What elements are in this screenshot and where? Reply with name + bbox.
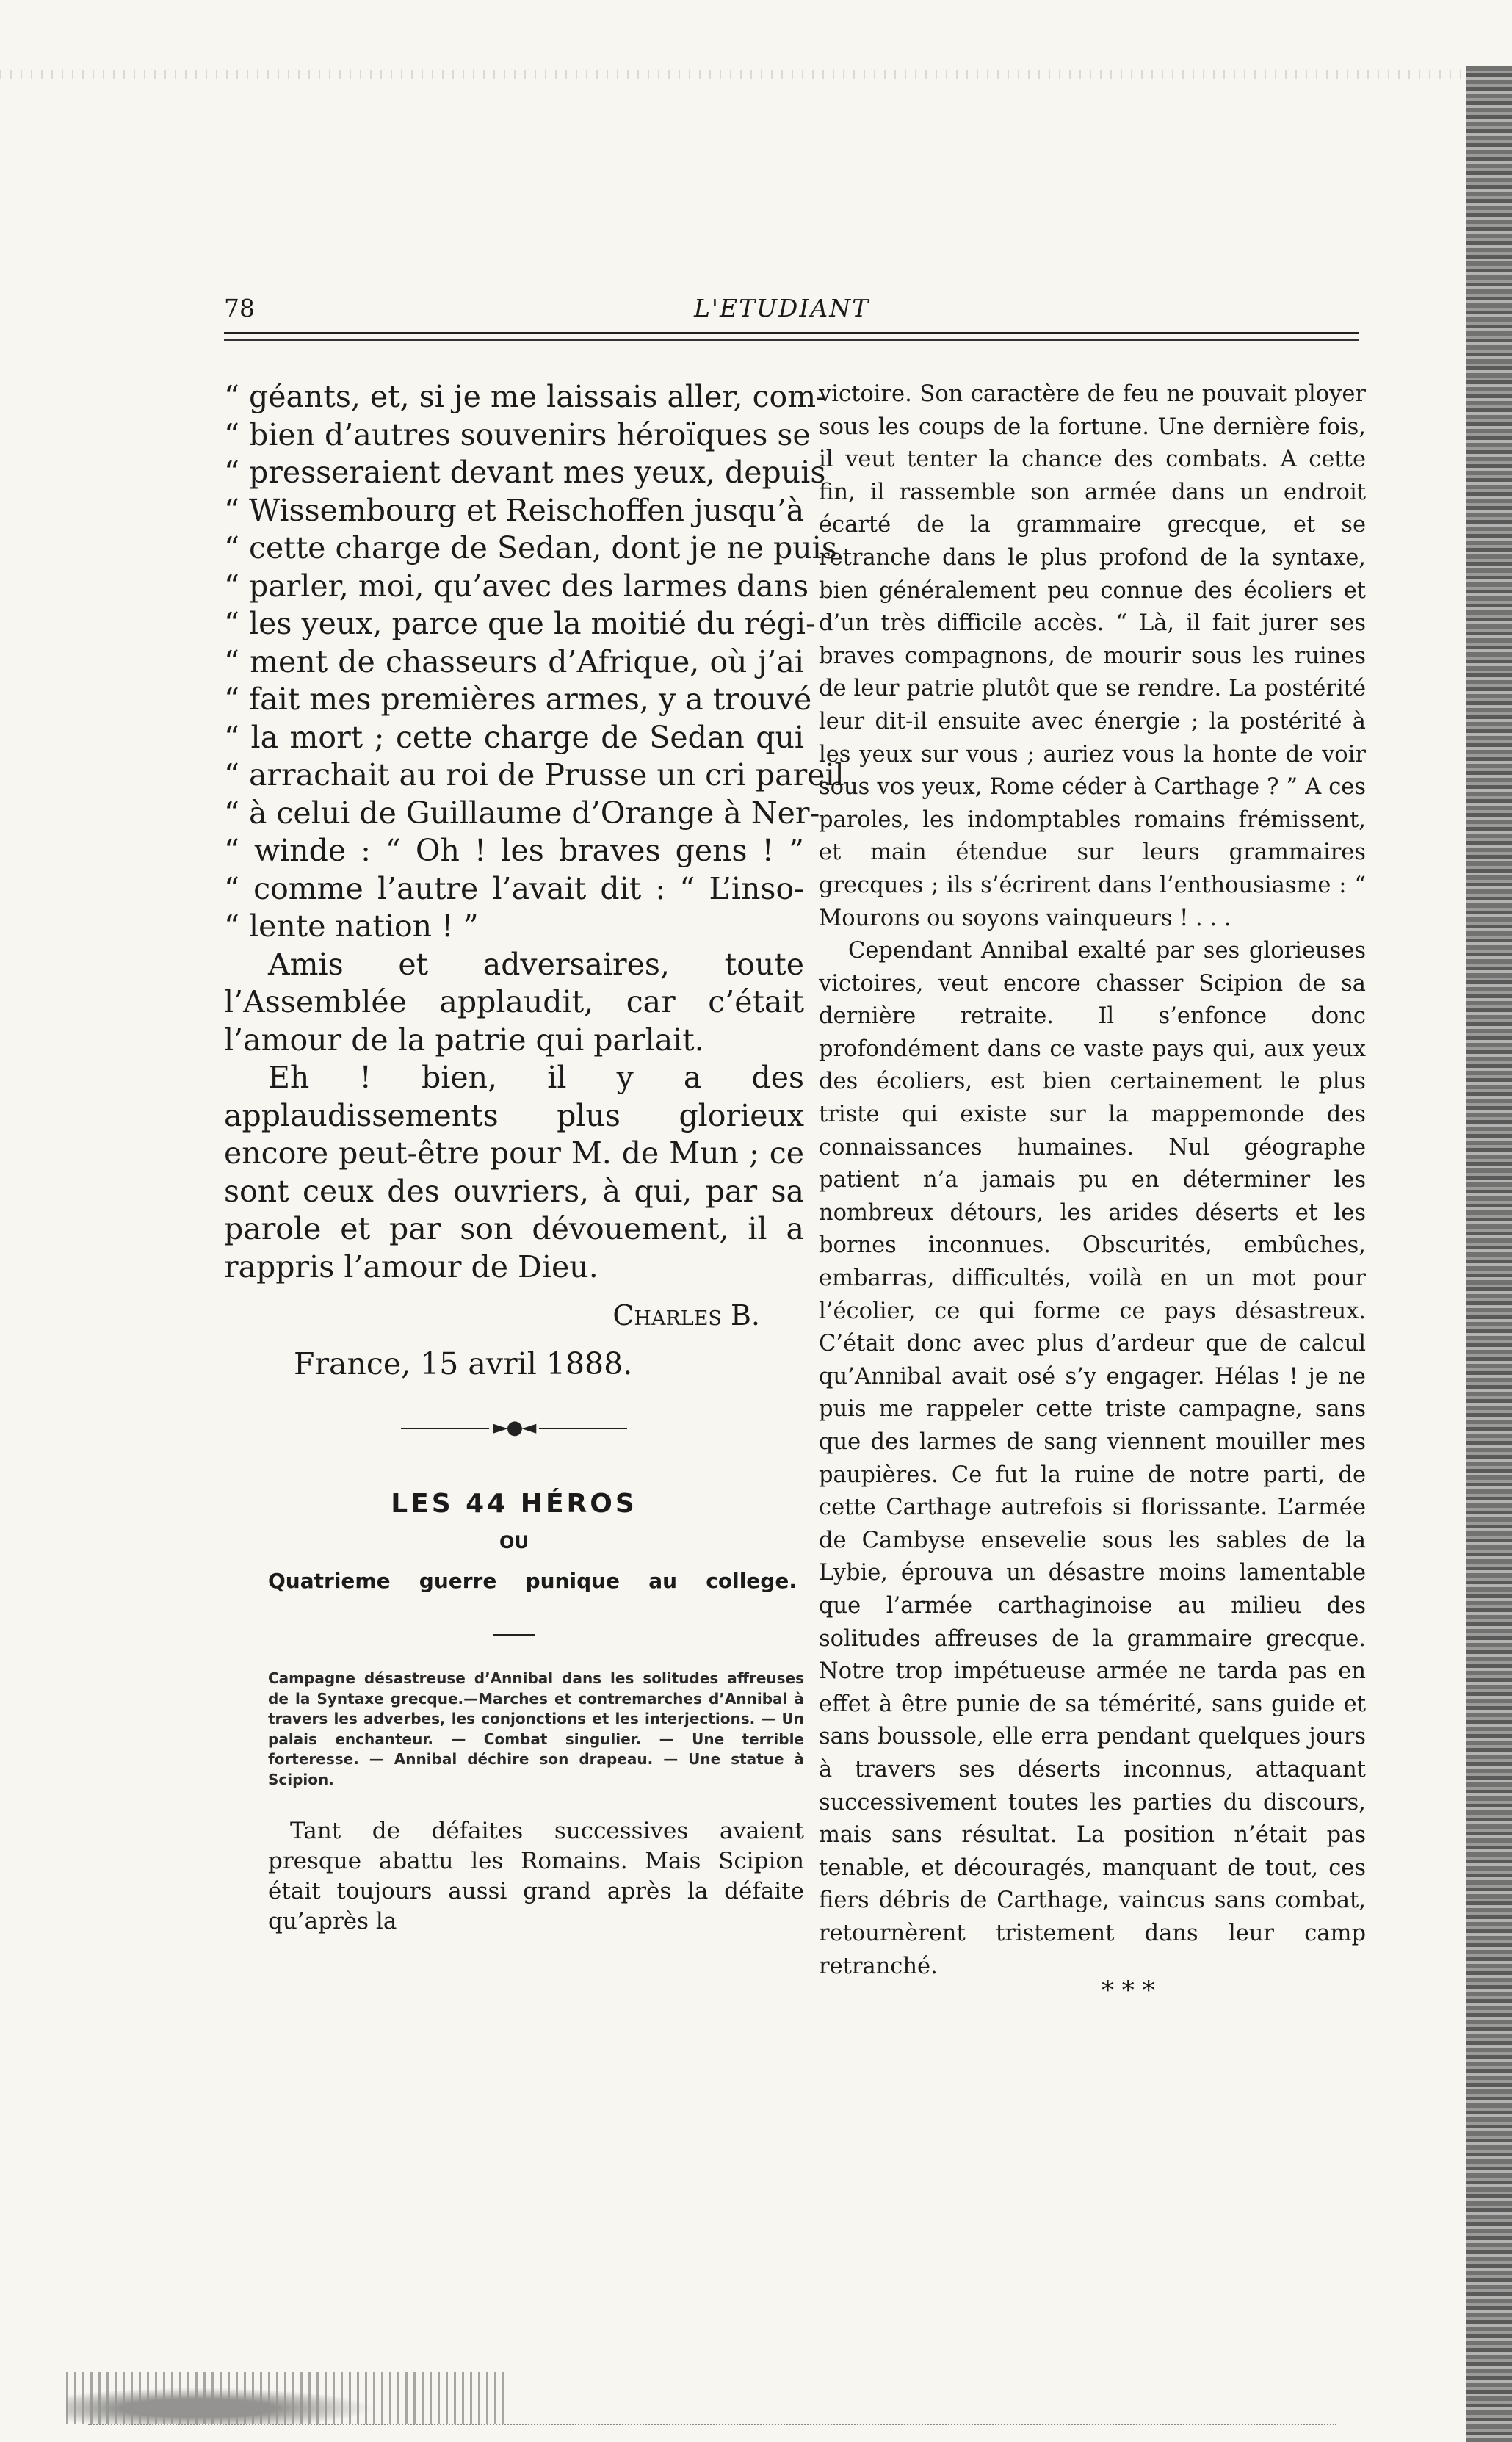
subtitle-word: guerre xyxy=(419,1569,497,1593)
paragraph: Eh ! bien, il y a des applaudissements plus glorieux encore peut-être pour M. de Mun ; ce sont ceux des ouvriers, à qui, par sa parole et par son dévouement, il a rappris l’amour de Dieu. xyxy=(224,1060,804,1285)
quote-line: “ bien d’autres souvenirs héroïques se xyxy=(224,416,811,452)
asterism: * * * xyxy=(1102,1976,1155,2005)
quote-line: “ comme l’autre l’avait dit : “ L’inso- xyxy=(224,870,804,906)
page-number: 78 xyxy=(224,294,255,322)
scan-bottom-edge xyxy=(88,2424,1336,2427)
article-title-ou: OU xyxy=(499,1532,529,1553)
speech-quote xyxy=(224,378,844,946)
left-column xyxy=(224,378,844,1937)
subtitle-word: punique xyxy=(525,1569,621,1593)
scan-corner-smudge xyxy=(66,2372,507,2424)
quote-line: “ winde : “ Oh ! les braves gens ! ” xyxy=(224,833,804,868)
quote-line: “ à celui de Guillaume d’Orange à Ner- xyxy=(224,795,820,831)
page-header xyxy=(224,294,1359,338)
quote-line: “ fait mes premières armes, y a trouvé xyxy=(224,682,812,717)
subtitle-word: au xyxy=(648,1569,678,1593)
quote-line: “ arrachait au roi de Prusse un cri pareil xyxy=(224,757,844,792)
paragraph: victoire. Son caractère de feu ne pouvait ployer sous les coups de la fortune. Une dernière fois, il veut tenter la chance des combats. A cette fin, il rassemble son armée dans un endroit écarté de la grammaire grecque, et se retranche dans le plus profond de la syntaxe, bien généralement peu connue des écoliers et d’un très difficile accès. “ Là, il fait jurer ses braves compagnons, de mourir sous les ruines de leur patrie plutôt que se rendre. La postérité leur dit-il ensuite avec énergie ; la postérité à les yeux sur vous ; auriez vous la honte de voir sous vos yeux, Rome céder à Carthage ? ” A ces paroles, les indomptables romains frémissent, et main étendue sur leurs grammaires grecques ; ils s’écrirent dans l’enthousiasme : “ Mourons ou soyons vainqueurs ! . . . xyxy=(819,381,1366,931)
article-subtitle xyxy=(224,1569,804,1593)
header-rule xyxy=(224,332,1359,334)
subtitle-word: Quatrieme xyxy=(268,1569,391,1593)
quote-line: “ presseraient devant mes yeux, depuis xyxy=(224,455,826,490)
dateline: France, 15 avril 1888. xyxy=(294,1346,633,1381)
article-summary: Campagne désastreuse d’Annibal dans les solitudes affreuses de la Syntaxe grecque.—Marches et contremarches d’Annibal à travers les adverbes, les conjonctions et les interjections. — Un palais enchanteur. — Combat singulier. — Une terrible forteresse. — Annibal déchire son drapeau. — Une statue à Scipion. xyxy=(268,1669,804,1788)
quote-line: “ lente nation ! ” xyxy=(224,908,479,944)
quote-line: “ ment de chasseurs d’Afrique, où j’ai xyxy=(224,643,804,679)
right-column xyxy=(819,378,1366,1983)
book-spine-shadow xyxy=(1466,66,1512,2442)
quote-line: “ géants, et, si je me laissais aller, com- xyxy=(224,379,826,414)
paragraph: Amis et adversaires, toute l’Assemblée applaudit, car c’était l’amour de la patrie qui parlait. xyxy=(224,946,804,1058)
quote-line: “ cette charge de Sedan, dont je ne puis xyxy=(224,530,837,566)
article-intro: Tant de défaites successives avaient presque abattu les Romains. Mais Scipion était toujours aussi grand après la défaite qu’après la xyxy=(268,1818,804,1935)
short-rule xyxy=(493,1634,535,1636)
section-divider-ornament: ►●◄ xyxy=(224,1417,804,1439)
quote-line: “ les yeux, parce que la moitié du régi- xyxy=(224,606,816,641)
signature: Charles B. xyxy=(612,1299,760,1332)
quote-line: “ parler, moi, qu’avec des larmes dans xyxy=(224,568,809,604)
subtitle-word: college. xyxy=(706,1569,797,1593)
header-rule-double xyxy=(224,339,1359,341)
quote-line: “ Wissembourg et Reischoffen jusqu’à xyxy=(224,492,805,528)
article-title: LES 44 HÉROS xyxy=(391,1489,637,1519)
scan-edge-noise xyxy=(0,70,1461,79)
paragraph: Cependant Annibal exalté par ses glorieuses victoires, veut encore chasser Scipion de sa dernière retraite. Il s’enfonce donc profondément dans ce vaste pays qui, aux yeux des écoliers, est bien certainement le plus triste qui existe sur la mappemonde des connaissances humaines. Nul géographe patient n’a jamais pu en déterminer les nombreux détours, les arides déserts et les bornes inconnues. Obscurités, embûches, embarras, difficultés, voilà en un mot pour l’écolier, ce qui forme ce pays désastreux. C’était donc avec plus d’ardeur que de calcul qu’Annibal avait osé s’y engager. Hélas ! je ne puis me rappeler cette triste campagne, sans que des larmes de sang viennent mouiller mes paupières. Ce fut la ruine de notre parti, de cette Carthage autrefois si florissante. L’armée de Cambyse ensevelie sous les sables de la Lybie, éprouva un désastre moins lamentable que l’armée carthaginoise au milieu des solitudes affreuses de la grammaire grecque. Notre trop impétueuse armée ne tarda pas en effet à être punie de sa témérité, sans guide et sans boussole, elle erra pendant quelques jours à travers ses déserts inconnus, attaquant successivement toutes les parties du discours, mais sans résultat. La position n’était pas tenable, et découragés, manquant de tout, ces fiers débris de Carthage, vaincus sans combat, retournèrent tristement dans leur camp retranché. xyxy=(819,938,1366,1979)
running-title: L'ETUDIANT xyxy=(694,294,870,322)
quote-line: “ la mort ; cette charge de Sedan qui xyxy=(224,719,804,755)
